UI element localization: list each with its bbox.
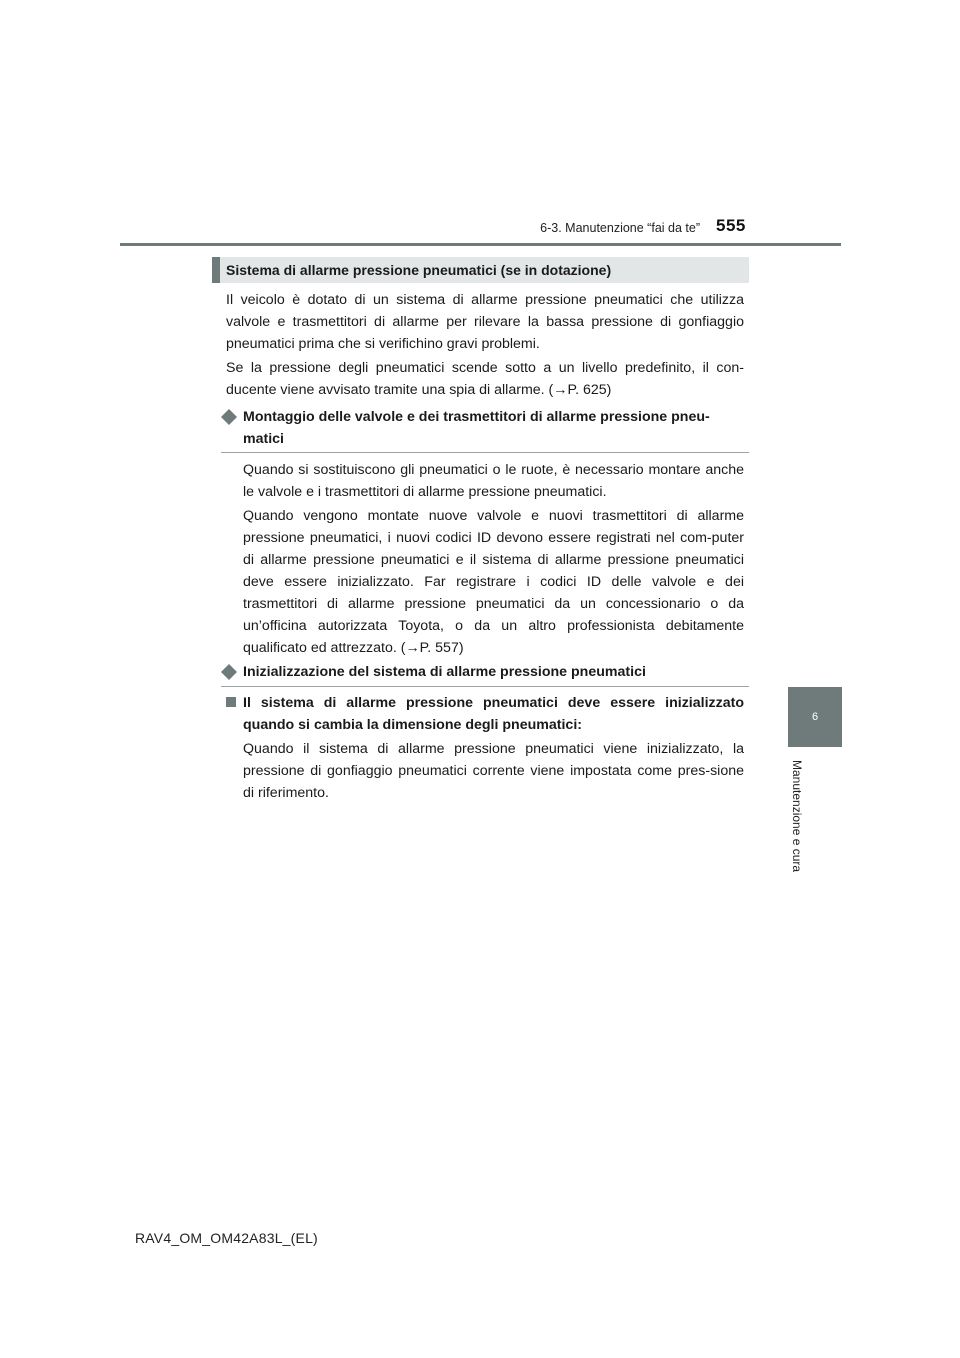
note-heading-tire-size [226,692,744,736]
page-number: 555 [716,216,746,235]
intro-paragraph-2: Se la pressione degli pneumatici scende sotto a un livello predefinito, il con-ducente viene avvisato tramite una spia di allarme. (→P. 625) [226,360,744,398]
document-code: RAV4_OM_OM42A83L_(EL) [135,1230,318,1246]
subsection-heading-valves [221,406,749,450]
subsection-rule-initialization [221,686,749,687]
valves-paragraph-1: Quando si sostituiscono gli pneumatici o le ruote, è necessario montare anche le valvole e i trasmettitori di allarme pressione pneumatici. [243,462,744,500]
section-heading-bar [212,257,749,283]
chapter-title-vertical: Manutenzione e cura [790,760,804,873]
subsection-heading-initialization [221,661,749,683]
chapter-number: 6 [811,711,819,723]
subsection-heading-valves-text: Montaggio delle valvole e dei trasmettitori di allarme pressione pneu-matici [243,409,710,447]
intro-paragraph-1: Il veicolo è dotato di un sistema di allarme pressione pneumatici che utilizza valvole e trasmettitori di allarme per rilevare la bassa pressione di gonfiaggio pneumatici prima che si verifichino gravi problemi. [226,292,744,352]
diamond-icon [221,409,237,425]
initialization-paragraph-1: Quando il sistema di allarme pressione pneumatici viene inizializzato, la pressione di gonfiaggio pneumatici corrente viene impostata come pres-sione di riferimento. [243,741,744,801]
square-bullet-icon [226,697,236,707]
section-heading-title: Sistema di allarme pressione pneumatici (se in dotazione) [226,262,612,278]
section-heading-accent [212,257,220,283]
header-rule [120,243,841,246]
chapter-tab [788,687,842,747]
subsection-rule-valves [221,452,749,453]
subsection-heading-initialization-text: Inizializzazione del sistema di allarme pressione pneumatici [243,664,646,680]
header-section-title: 6-3. Manutenzione “fai da te” [540,221,700,235]
diamond-icon [221,664,237,680]
valves-paragraph-2: Quando vengono montate nuove valvole e nuovi trasmettitori di allarme pressione pneumatici, i nuovi codici ID devono essere registrati nel com-puter di allarme pressione pneumatici e il sistema di allarme pressione pneumatici deve essere inizializzato. Far registrare i codici ID delle valvole e dei trasmettitori di allarme pressione pneumatici da un concessionario o da un’officina autorizzata Toyota, o da un altro professionista debitamente qualificato ed attrezzato. (→P. 557) [243,508,744,656]
note-heading-tire-size-text: Il sistema di allarme pressione pneumatici deve essere inizializzato quando si cambia la dimensione degli pneumatici: [243,695,744,733]
